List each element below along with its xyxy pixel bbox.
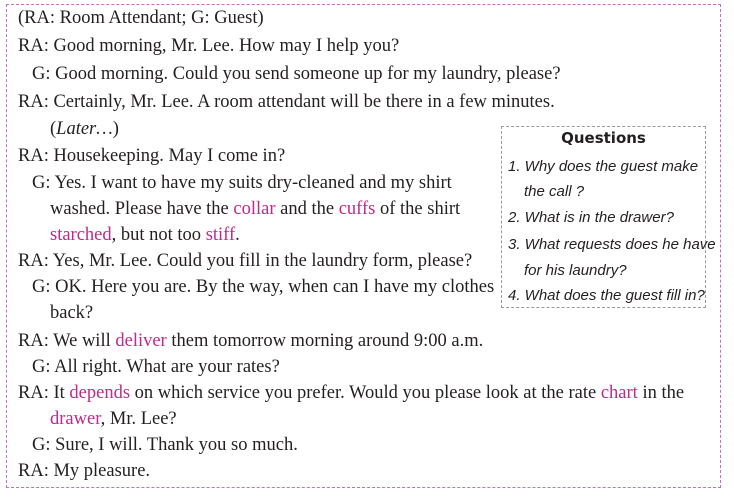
dialogue-line: G: Good morning. Could you send someone up for my laundry, please? — [32, 64, 561, 84]
dialogue-line: washed. Please have the collar and the cuffs of the shirt — [50, 199, 461, 219]
dialogue-legend: (RA: Room Attendant; G: Guest) — [18, 8, 264, 28]
questions-title: Questions — [561, 129, 646, 147]
dialogue-line: RA: We will deliver them tomorrow morning around 9:00 a.m. — [18, 331, 484, 351]
question-item: 2. What is in the drawer? — [508, 209, 674, 226]
question-item: 1. Why does the guest make — [508, 158, 699, 175]
dialogue-line: back? — [50, 303, 94, 323]
question-item: the call ? — [524, 183, 585, 200]
dialogue-line: G: Sure, I will. Thank you so much. — [32, 435, 298, 455]
vocab-cuffs: cuffs — [338, 199, 376, 219]
vocab-chart: chart — [600, 383, 638, 403]
vocab-collar: collar — [233, 199, 276, 219]
vocab-stiff: stiff — [205, 225, 236, 245]
dialogue-line: RA: Yes, Mr. Lee. Could you fill in the laundry form, please? — [18, 251, 473, 271]
dialogue-line: drawer, Mr. Lee? — [50, 409, 177, 429]
question-item: 4. What does the guest fill in? — [508, 287, 705, 304]
dialogue-line: G: All right. What are your rates? — [32, 357, 280, 377]
question-item: 3. What requests does he have — [508, 236, 716, 253]
dialogue-line: starched, but not too stiff. — [50, 225, 240, 245]
dialogue-line: G: OK. Here you are. By the way, when can I have my clothes — [32, 277, 495, 297]
vocab-starched: starched — [50, 225, 112, 245]
vocab-deliver: deliver — [115, 331, 167, 351]
dialogue-line: RA: Certainly, Mr. Lee. A room attendant will be there in a few minutes. — [18, 92, 555, 112]
dialogue-line: G: Yes. I want to have my suits dry-cleaned and my shirt — [32, 173, 452, 193]
vocab-drawer: drawer — [50, 409, 101, 429]
question-item: for his laundry? — [524, 262, 627, 279]
dialogue-line: RA: Good morning, Mr. Lee. How may I help you? — [18, 36, 400, 56]
questions-box — [501, 126, 716, 308]
dialogue-line: RA: Housekeeping. May I come in? — [18, 146, 286, 166]
dialogue-line: RA: My pleasure. — [18, 461, 151, 481]
stage-direction: (Later…) — [50, 119, 119, 139]
vocab-depends: depends — [69, 383, 131, 403]
dialogue-line: RA: It depends on which service you prefer. Would you please look at the rate chart in the — [18, 383, 685, 403]
